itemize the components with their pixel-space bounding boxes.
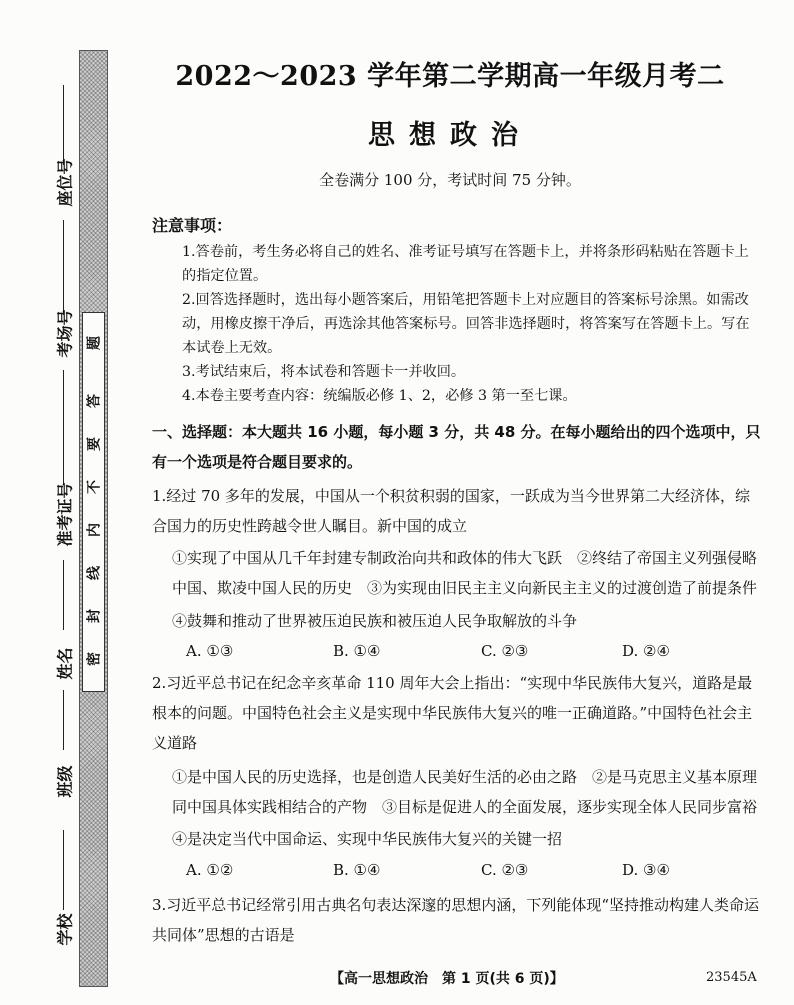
option-c: C. ②③ bbox=[481, 861, 529, 879]
question-3-stem: 3.习近平总书记经常引用古典名句表达深邃的思想内涵，下列能体现“坚持推动构建人类命运共同体”思想的古语是 bbox=[152, 896, 759, 944]
option-d: D. ③④ bbox=[622, 861, 670, 879]
question-2-statement-4: ④是决定当代中国命运、实现中华民族伟大复兴的关键一招 bbox=[172, 830, 563, 848]
seat-number-line bbox=[63, 85, 64, 165]
notice-item: 1.答卷前，考生务必将自己的姓名、准考证号填写在答题卡上，并将条形码粘贴在答题卡上的指定位置。 bbox=[182, 244, 749, 284]
name-label: 姓名 bbox=[55, 647, 75, 680]
subject-title: 思想政治 bbox=[368, 120, 532, 151]
page-footer: 【高一思想政治 第 1 页(共 6 页)】 bbox=[330, 971, 564, 987]
seal-char: 不 bbox=[86, 480, 103, 494]
question-2-statements: ①是中国人民的历史选择，也是创造人民美好生活的必由之路 ②是马克思主义基本原理同中国具体实践相结合的产物 ③目标是促进人的全面发展，逐步实现全体人民同步富裕 bbox=[172, 768, 758, 816]
exam-room-label: 考场号 bbox=[55, 309, 75, 358]
exam-info: 全卷满分 100 分，考试时间 75 分钟。 bbox=[319, 171, 581, 189]
school-line bbox=[63, 830, 64, 910]
question-2-stem: 2.习近平总书记在纪念辛亥革命 110 周年大会上指出：“实现中华民族伟大复兴，道路是最根本的问题。中国特色社会主义是实现中华民族伟大复兴的唯一正确道路。”中国特色社会主义道路 bbox=[152, 674, 753, 752]
notice-item: 4.本卷主要考查内容：统编版必修 1、2，必修 3 第一至七课。 bbox=[182, 388, 577, 404]
option-d: D. ②④ bbox=[622, 642, 670, 660]
seal-char: 题 bbox=[86, 336, 103, 350]
seal-box bbox=[82, 312, 105, 692]
question-1-statement-4: ④鼓舞和推动了世界被压迫民族和被压迫人民争取解放的斗争 bbox=[172, 612, 578, 630]
seal-char: 答 bbox=[86, 394, 103, 408]
name-line bbox=[63, 560, 64, 630]
class-line bbox=[63, 690, 64, 750]
question-1-statements: ①实现了中国从几千年封建专制政治向共和政体的伟大飞跃 ②终结了帝国主义列强侵略中国、欺凌中国人民的历史 ③为实现由旧民主主义向新民主主义的过渡创造了前提条件 bbox=[172, 549, 758, 597]
seal-char: 内 bbox=[86, 523, 103, 537]
school-label: 学校 bbox=[55, 913, 75, 946]
option-b: B. ①④ bbox=[333, 642, 381, 660]
notice-heading: 注意事项： bbox=[152, 216, 233, 235]
question-1-stem: 1.经过 70 多年的发展，中国从一个积贫积弱的国家，一跃成为当今世界第二大经济体，综合国力的历史性跨越令世人瞩目。新中国的成立 bbox=[152, 487, 750, 535]
option-c: C. ②③ bbox=[481, 642, 529, 660]
class-label: 班级 bbox=[55, 765, 75, 798]
binding-margin bbox=[0, 0, 112, 1005]
option-a: A. ①③ bbox=[186, 642, 234, 660]
admission-number-line bbox=[63, 370, 64, 485]
option-a: A. ①② bbox=[186, 861, 234, 879]
seat-number-label: 座位号 bbox=[55, 158, 75, 207]
exam-room-line bbox=[63, 220, 64, 315]
seal-char: 密 bbox=[86, 652, 103, 666]
notice-list bbox=[182, 240, 762, 408]
seal-char: 线 bbox=[86, 566, 103, 580]
notice-item: 3.考试结束后，将本试卷和答题卡一并收回。 bbox=[182, 364, 466, 380]
seal-char: 封 bbox=[86, 609, 103, 623]
section-heading: 一、选择题：本大题共 16 小题，每小题 3 分，共 48 分。在每小题给出的四个选项中，只有一个选项是符合题目要求的。 bbox=[152, 423, 761, 471]
option-b: B. ①④ bbox=[333, 861, 381, 879]
exam-code: 23545A bbox=[706, 970, 757, 985]
notice-item: 2.回答选择题时，选出每小题答案后，用铅笔把答题卡上对应题目的答案标号涂黑。如需改动，用橡皮擦干净后，再选涂其他答案标号。回答非选择题时，将答案写在答题卡上。写在本试卷上无效。 bbox=[182, 292, 750, 356]
exam-title: 2022～2023 学年第二学期高一年级月考二 bbox=[175, 61, 725, 92]
seal-char: 要 bbox=[86, 437, 103, 451]
admission-number-label: 准考证号 bbox=[55, 482, 75, 547]
